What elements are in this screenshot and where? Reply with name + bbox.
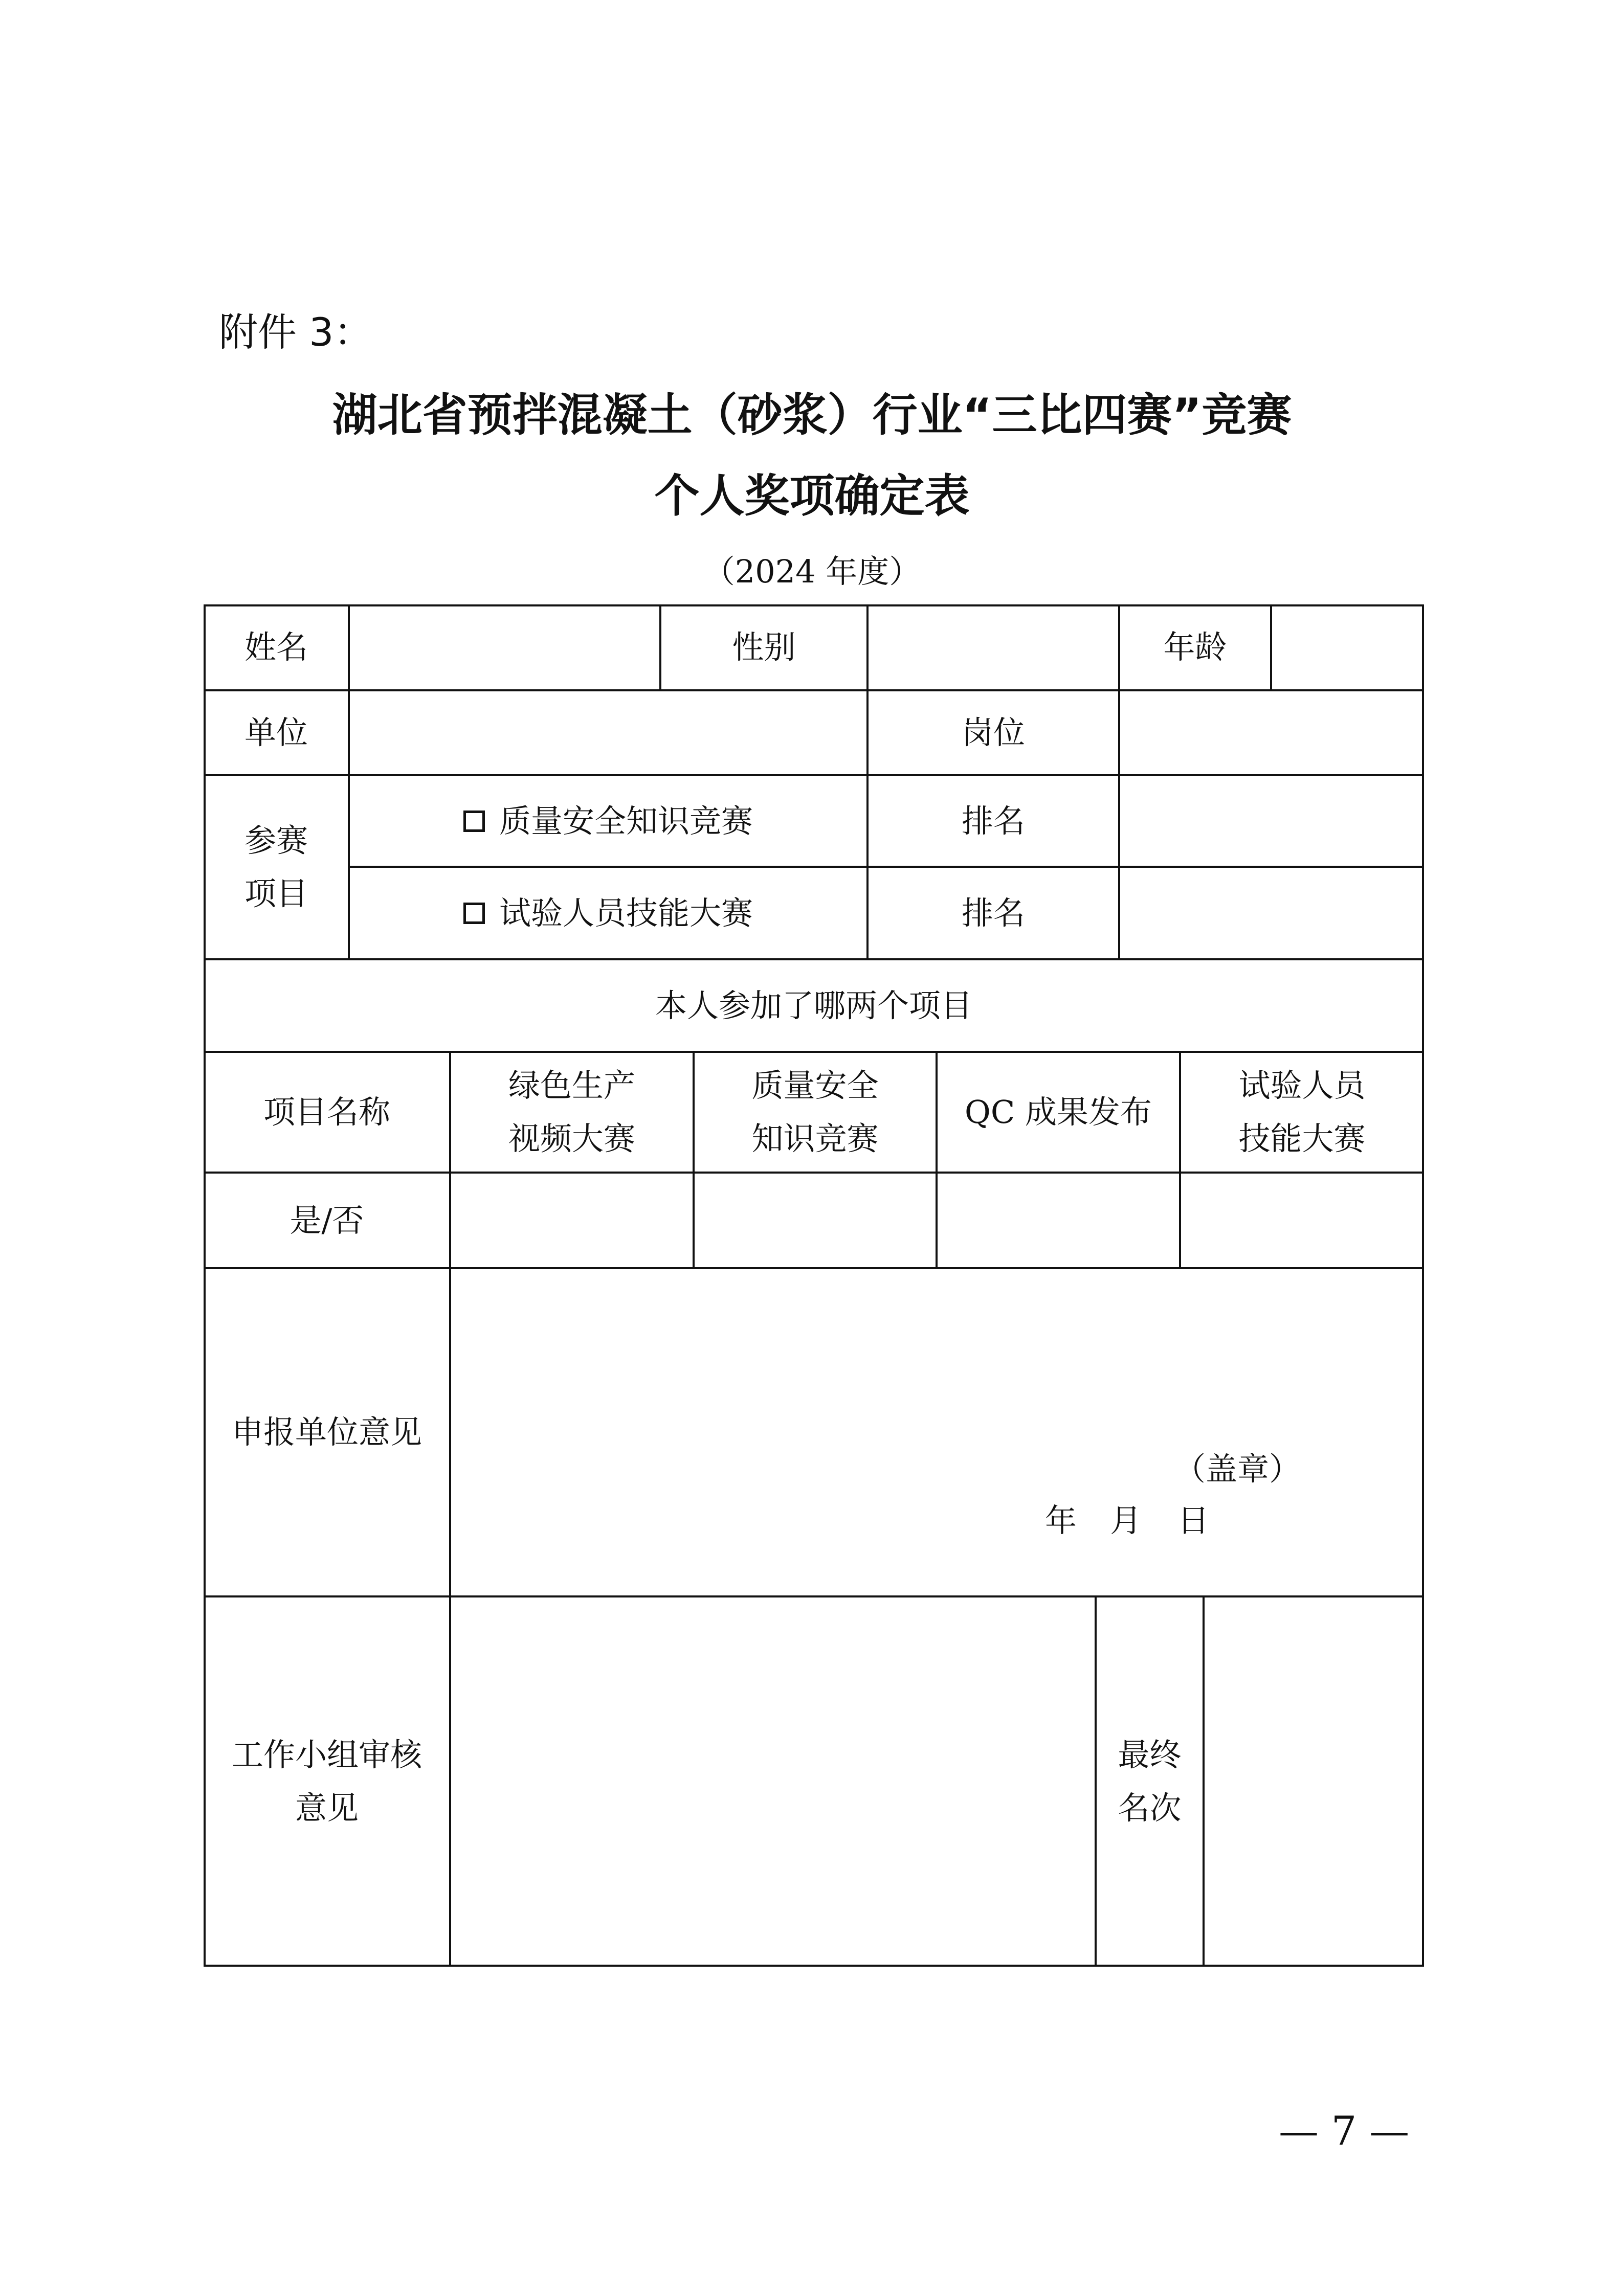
year-line: （2024 年度）: [703, 553, 921, 590]
project-header: QC 成果发布: [965, 1093, 1152, 1131]
project-header-line1: 绿色生产: [508, 1067, 635, 1104]
rank-field[interactable]: [1119, 867, 1424, 959]
project-header: [450, 1052, 694, 1173]
project-header-line1: 试验人员: [1238, 1067, 1366, 1104]
date-year: 年: [1045, 1502, 1077, 1539]
unit-label: 单位: [244, 714, 308, 751]
age-field[interactable]: [1271, 604, 1424, 690]
age-label: 年龄: [1163, 628, 1227, 666]
project-header-line2: 视频大赛: [508, 1120, 635, 1157]
unit-field[interactable]: [349, 690, 867, 775]
attachment-label: 附件 3：: [219, 309, 373, 355]
award-form: [204, 604, 1424, 1967]
entry-item-label: 试验人员技能大赛: [499, 894, 753, 932]
entry-label: [204, 775, 349, 959]
post-label: 岗位: [961, 714, 1025, 751]
seal-text: （盖章）: [1174, 1450, 1301, 1488]
document-title-line1: 湖北省预拌混凝土（砂浆）行业“三比四赛”竞赛: [332, 389, 1292, 441]
project-header-line2: 知识竞赛: [751, 1120, 879, 1157]
review-label-line1: 工作小组审核: [231, 1736, 422, 1773]
entry-item-quality-safety[interactable]: [349, 775, 867, 867]
final-rank-label: [1096, 1596, 1204, 1967]
review-label-line2: 意见: [295, 1789, 359, 1827]
yes-no-field[interactable]: [450, 1173, 694, 1268]
yes-no-label: 是/否: [290, 1201, 364, 1239]
rank-label: 排名: [961, 894, 1025, 932]
checkbox-icon[interactable]: [463, 811, 485, 832]
page-number: — 7 —: [1279, 2108, 1410, 2154]
name-label: 姓名: [244, 628, 308, 666]
final-rank-field[interactable]: [1204, 1596, 1424, 1967]
gender-label: 性别: [732, 628, 796, 666]
project-header: [1180, 1052, 1424, 1173]
checkbox-icon[interactable]: [463, 903, 485, 924]
unit-opinion-label: 申报单位意见: [231, 1413, 422, 1451]
projects-heading: 本人参加了哪两个项目: [655, 986, 972, 1024]
document-title-line2: 个人奖项确定表: [654, 469, 970, 522]
final-rank-label-line2: 名次: [1118, 1789, 1182, 1827]
date-month: 月: [1110, 1502, 1142, 1539]
gender-field[interactable]: [867, 604, 1119, 690]
yes-no-field[interactable]: [937, 1173, 1180, 1268]
yes-no-field[interactable]: [1180, 1173, 1424, 1268]
entry-label-line1: 参赛: [244, 822, 308, 859]
project-name-label: 项目名称: [263, 1093, 390, 1131]
review-opinion-field[interactable]: [450, 1596, 1096, 1967]
project-header-line2: 技能大赛: [1238, 1120, 1366, 1157]
review-label: [204, 1596, 450, 1967]
date-day: 日: [1177, 1502, 1210, 1539]
entry-item-lab-skills[interactable]: [349, 867, 867, 959]
entry-item-label: 质量安全知识竞赛: [499, 802, 753, 840]
rank-field[interactable]: [1119, 775, 1424, 867]
unit-opinion-field[interactable]: [450, 1268, 1424, 1596]
project-header-line1: 质量安全: [751, 1067, 879, 1104]
entry-label-line2: 项目: [244, 875, 308, 912]
yes-no-field[interactable]: [694, 1173, 937, 1268]
name-field[interactable]: [349, 604, 660, 690]
project-header: [694, 1052, 937, 1173]
final-rank-label-line1: 最终: [1118, 1736, 1182, 1773]
post-field[interactable]: [1119, 690, 1424, 775]
rank-label: 排名: [961, 802, 1025, 840]
